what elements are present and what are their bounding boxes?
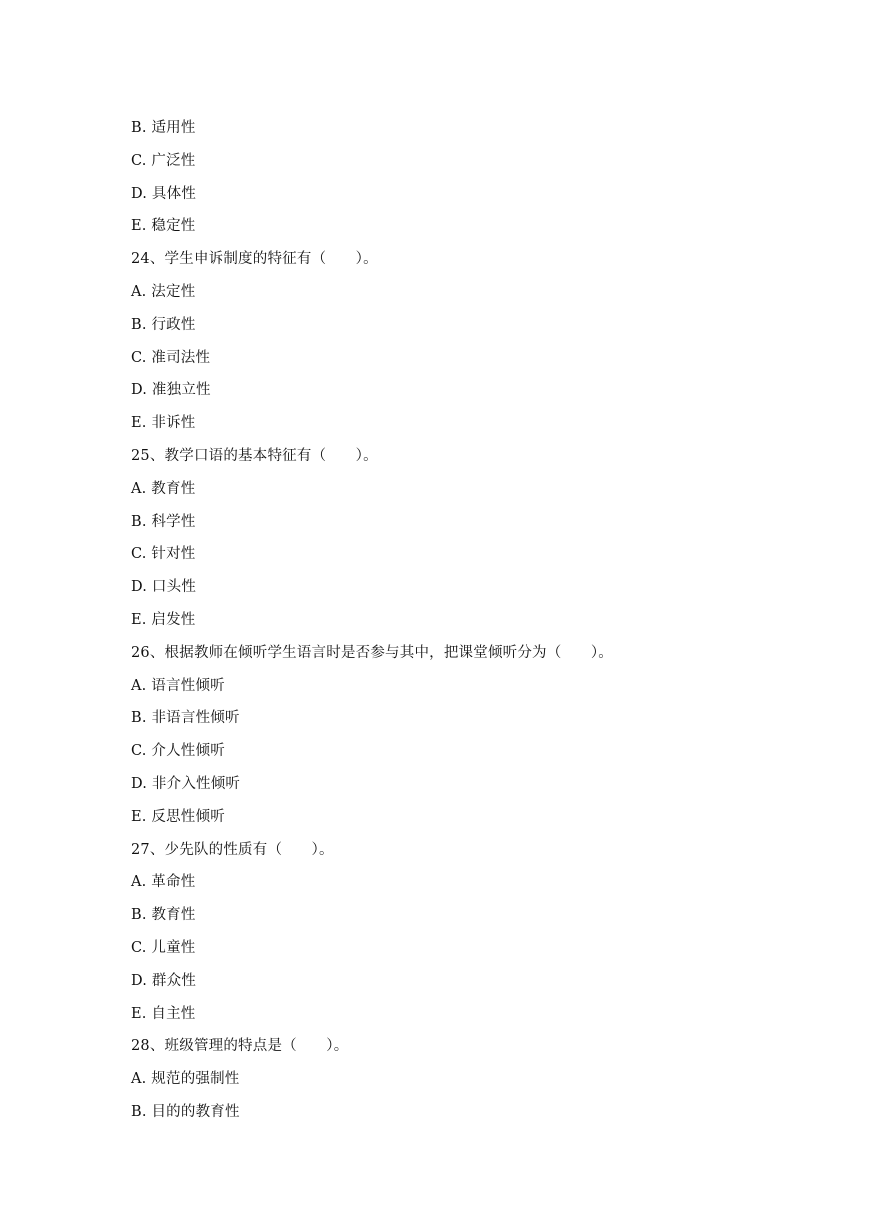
answer-option: C. 介人性倾听 (131, 743, 225, 760)
question-stem: 27、少先队的性质有（ ）。 (131, 841, 334, 858)
answer-option: B. 非语言性倾听 (131, 710, 240, 727)
answer-option: B. 目的的教育性 (131, 1103, 240, 1120)
answer-option: E. 稳定性 (131, 218, 196, 235)
answer-option: A. 规范的强制性 (131, 1071, 240, 1088)
answer-option: D. 群众性 (131, 972, 197, 989)
question-stem: 24、学生申诉制度的特征有（ ）。 (131, 251, 378, 268)
answer-option: D. 准独立性 (131, 382, 211, 399)
answer-option: C. 准司法性 (131, 349, 211, 366)
document-body (131, 112, 771, 1129)
answer-option: A. 革命性 (131, 874, 196, 891)
answer-option: C. 针对性 (131, 546, 196, 563)
answer-option: B. 适用性 (131, 120, 196, 136)
question-stem: 26、根据教师在倾听学生语言时是否参与其中，把课堂倾听分为（ ）。 (131, 644, 613, 661)
answer-option: E. 启发性 (131, 611, 196, 628)
answer-option: C. 儿童性 (131, 939, 196, 956)
answer-option: D. 非介入性倾听 (131, 775, 241, 792)
answer-option: D. 具体性 (131, 185, 197, 202)
answer-option: C. 广泛性 (131, 152, 196, 169)
answer-option: E. 反思性倾听 (131, 808, 225, 825)
question-stem: 25、教学口语的基本特征有（ ）。 (131, 447, 378, 464)
answer-option: E. 非诉性 (131, 415, 196, 432)
answer-option: E. 自主性 (131, 1005, 196, 1022)
answer-option: A. 教育性 (131, 480, 196, 497)
answer-option: B. 科学性 (131, 513, 196, 530)
answer-option: B. 行政性 (131, 316, 196, 333)
answer-option: A. 法定性 (131, 283, 196, 300)
answer-option: B. 教育性 (131, 907, 196, 924)
answer-option: D. 口头性 (131, 579, 197, 596)
question-stem: 28、班级管理的特点是（ ）。 (131, 1038, 349, 1055)
answer-option: A. 语言性倾听 (131, 677, 225, 694)
